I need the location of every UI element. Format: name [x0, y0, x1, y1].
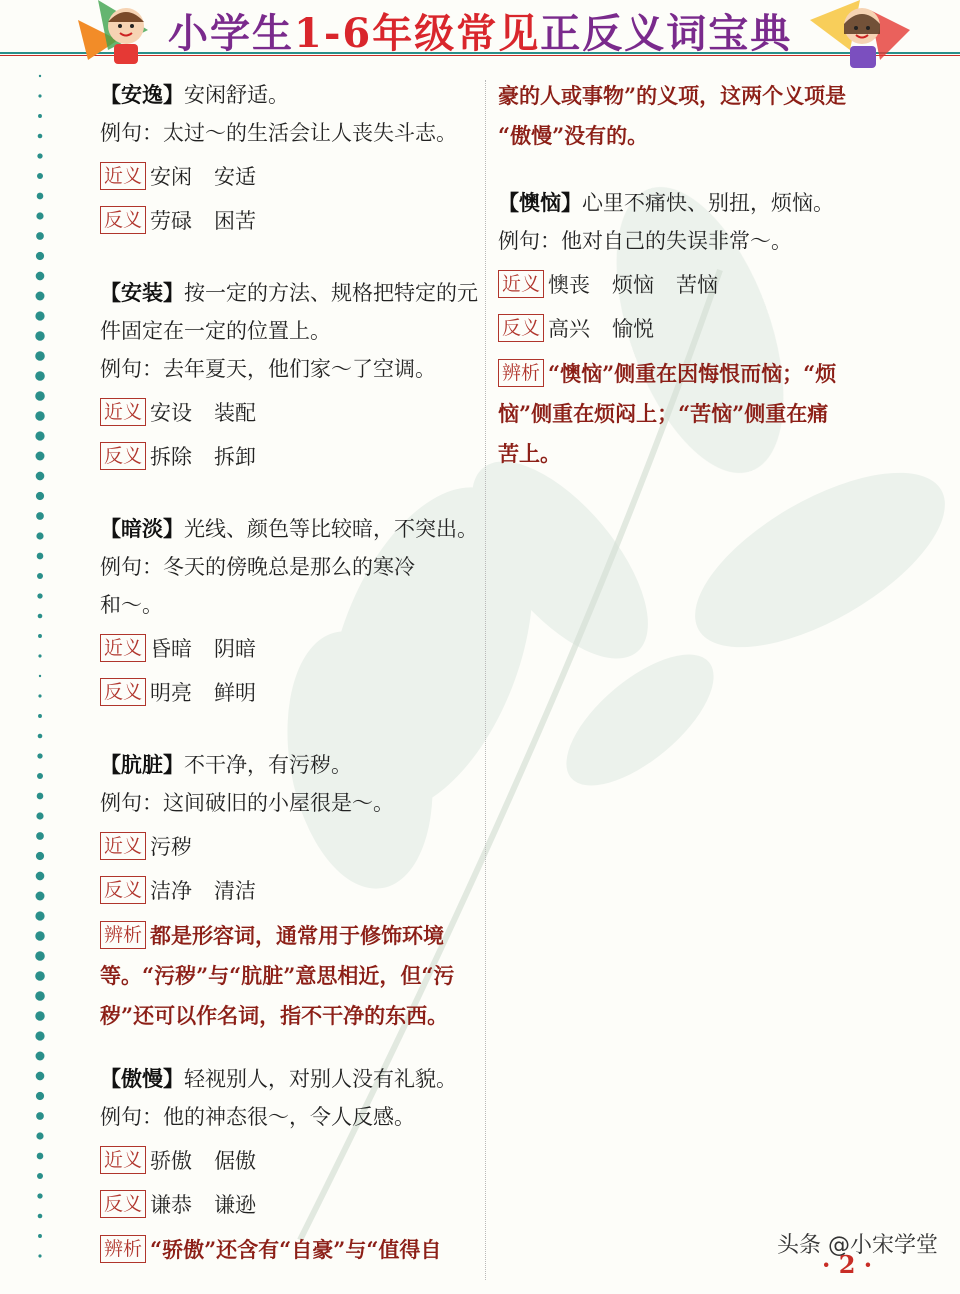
example-continued: 和～。: [100, 593, 163, 617]
opposite-label: 反义: [100, 1190, 146, 1218]
border-dot: [37, 173, 43, 179]
definition: 心里不痛快、别扭，烦恼。: [582, 191, 834, 215]
analysis-line: 等。“污秽”与“肮脏”意思相近，但“污: [100, 963, 455, 988]
definition: 光线、颜色等比较暗，不突出。: [184, 517, 478, 541]
page-title: [168, 2, 793, 57]
opposite-label: 反义: [100, 442, 146, 470]
border-dot: [35, 351, 45, 361]
opposite-word: 明亮: [150, 681, 193, 705]
example-sentence: 例句：他对自己的失误非常～。: [498, 229, 792, 253]
opposite-word: 高兴: [548, 317, 591, 341]
border-dot: [37, 1153, 44, 1160]
near-row: [100, 828, 480, 866]
headword: 【肮脏】: [100, 752, 184, 777]
border-dot: [35, 371, 45, 381]
left-dot-border: [30, 70, 50, 1280]
border-dot: [38, 134, 43, 139]
analysis-text: 都是形容词，通常用于修饰环境: [150, 923, 445, 948]
border-dot: [35, 971, 45, 981]
example-sentence: 例句：冬天的傍晚总是那么的寒冷: [100, 555, 415, 579]
border-dot: [36, 292, 45, 301]
opposite-row: [498, 310, 878, 348]
example-sentence: 例句：他的神态很～，令人反感。: [100, 1105, 415, 1129]
definition-continued: 件固定在一定的位置上。: [100, 319, 331, 343]
opposite-word: 愉悦: [612, 317, 655, 341]
border-dot: [38, 1254, 41, 1257]
analysis-label: 辨析: [498, 359, 544, 387]
title-part-2: 1-6: [294, 10, 373, 57]
opposite-word: 清洁: [214, 879, 257, 903]
border-dot: [35, 311, 44, 320]
near-word: 安闲: [150, 165, 193, 189]
near-word: 懊丧: [548, 273, 591, 297]
analysis-line: 恼”侧重在烦闷上；“苦恼”侧重在痛: [498, 401, 829, 426]
near-label: 近义: [100, 398, 146, 426]
entry-aoman: [100, 1060, 480, 1270]
border-dot: [35, 411, 44, 420]
border-dot: [38, 1214, 43, 1219]
headword: 【安装】: [100, 280, 184, 305]
border-dot: [37, 553, 44, 560]
entry-anzhuang: [100, 274, 480, 476]
near-row: [100, 1142, 480, 1180]
analysis-label: 辨析: [100, 921, 146, 949]
entry-andan: [100, 510, 480, 712]
headword: 【傲慢】: [100, 1066, 184, 1091]
opposite-word: 鲜明: [214, 681, 257, 705]
opposite-word: 谦逊: [214, 1193, 257, 1217]
title-part-1: 小学生: [168, 10, 294, 57]
entry-anyi: [100, 76, 480, 240]
analysis-continued: 豪的人或事物”的义项，这两个义项是: [498, 83, 847, 108]
border-dot: [38, 614, 43, 619]
border-dot: [36, 452, 45, 461]
border-dot: [35, 431, 44, 440]
near-word: 苦恼: [676, 273, 719, 297]
border-dot: [36, 872, 45, 881]
near-label: 近义: [100, 634, 146, 662]
border-dot: [36, 1052, 45, 1061]
border-dot: [38, 94, 41, 97]
border-dot: [36, 1112, 44, 1120]
boy-cartoon-icon: [78, 0, 164, 66]
border-dot: [38, 114, 42, 118]
border-dot: [39, 75, 41, 77]
border-dot: [36, 472, 45, 481]
near-row: [498, 266, 878, 304]
border-dot: [37, 1193, 42, 1198]
headword: 【暗淡】: [100, 516, 184, 541]
near-word: 装配: [214, 401, 257, 425]
border-dot: [39, 675, 41, 677]
border-dot: [36, 492, 44, 500]
near-row: [100, 630, 480, 668]
opposite-row: [100, 674, 480, 712]
near-word: 阴暗: [214, 637, 257, 661]
border-dot: [36, 812, 43, 819]
border-dot: [35, 991, 45, 1001]
border-dot: [36, 212, 43, 219]
headword: 【懊恼】: [498, 190, 582, 215]
border-dot: [35, 391, 45, 401]
border-dot: [35, 331, 44, 340]
opposite-row: [100, 202, 480, 240]
border-dot: [35, 931, 44, 940]
border-dot: [37, 793, 44, 800]
opposite-word: 拆卸: [214, 445, 257, 469]
near-word: 污秽: [150, 835, 193, 859]
near-label: 近义: [100, 162, 146, 190]
border-dot: [36, 532, 43, 539]
near-word: 安适: [214, 165, 257, 189]
title-part-5: 正反义词宝典: [540, 10, 793, 57]
border-dot: [37, 753, 42, 758]
entry-aonao: [498, 184, 878, 474]
analysis-line: 秽”还可以作名词，指不干净的东西。: [100, 1003, 449, 1028]
example-sentence: 例句：去年夏天，他们家～了空调。: [100, 357, 436, 381]
opposite-word: 拆除: [150, 445, 193, 469]
border-dot: [36, 272, 45, 281]
analysis-line: [498, 354, 878, 394]
opposite-word: 谦恭: [150, 1193, 193, 1217]
border-dot: [38, 654, 41, 657]
page-header: [0, 0, 960, 60]
opposite-word: 困苦: [214, 209, 257, 233]
border-dot: [37, 573, 43, 579]
opposite-label: 反义: [100, 206, 146, 234]
border-dot: [38, 694, 41, 697]
opposite-label: 反义: [100, 678, 146, 706]
opposite-row: [100, 1186, 480, 1224]
near-word: 倨傲: [214, 1149, 257, 1173]
border-dot: [36, 892, 45, 901]
example-sentence: 例句：太过～的生活会让人丧失斗志。: [100, 121, 457, 145]
analysis-line: [100, 916, 480, 956]
border-dot: [36, 832, 44, 840]
analysis-line: [100, 1230, 480, 1270]
border-dot: [36, 232, 44, 240]
title-part-4: 常见: [456, 10, 541, 57]
opposite-label: 反义: [498, 314, 544, 342]
border-dot: [38, 634, 42, 638]
near-label: 近义: [498, 270, 544, 298]
near-row: [100, 394, 480, 432]
border-dot: [38, 1234, 42, 1238]
border-dot: [36, 1092, 44, 1100]
column-divider: [485, 80, 486, 1280]
near-word: 安设: [150, 401, 193, 425]
near-label: 近义: [100, 832, 146, 860]
definition: 安闲舒适。: [184, 83, 289, 107]
source-credit: 头条 @小宋学堂: [777, 1233, 938, 1258]
border-dot: [36, 512, 44, 520]
title-part-3: 年级: [372, 10, 457, 57]
border-dot: [37, 593, 42, 598]
analysis-text: “骄傲”还含有“自豪”与“值得自: [150, 1237, 442, 1262]
border-dot: [37, 193, 44, 200]
right-column: [498, 76, 878, 498]
opposite-word: 洁净: [150, 879, 193, 903]
near-row: [100, 158, 480, 196]
opposite-label: 反义: [100, 876, 146, 904]
border-dot: [35, 911, 44, 920]
border-dot: [38, 714, 42, 718]
border-dot: [36, 252, 44, 260]
entry-angzang: [100, 746, 480, 1036]
near-word: 烦恼: [612, 273, 655, 297]
border-dot: [36, 852, 44, 860]
border-dot: [35, 1031, 44, 1040]
border-dot: [36, 1132, 43, 1139]
analysis-continued: “傲慢”没有的。: [498, 123, 649, 148]
border-dot: [35, 951, 45, 961]
border-dot: [35, 1011, 44, 1020]
opposite-word: 劳碌: [150, 209, 193, 233]
definition: 不干净，有污秽。: [184, 753, 352, 777]
border-dot: [37, 153, 42, 158]
near-word: 昏暗: [150, 637, 193, 661]
girl-cartoon-icon: [810, 0, 910, 70]
border-dot: [37, 1173, 43, 1179]
analysis-label: 辨析: [100, 1235, 146, 1263]
analysis-line: 苦上。: [498, 441, 561, 466]
opposite-row: [100, 438, 480, 476]
left-column: [100, 76, 480, 1294]
page-number: · 2 ·: [822, 1250, 873, 1279]
headword: 【安逸】: [100, 82, 184, 107]
analysis-text: “懊恼”侧重在因悔恨而恼；“烦: [548, 361, 837, 386]
opposite-row: [100, 872, 480, 910]
near-label: 近义: [100, 1146, 146, 1174]
border-dot: [36, 1072, 45, 1081]
near-word: 骄傲: [150, 1149, 193, 1173]
definition: 按一定的方法、规格把特定的元: [184, 281, 478, 305]
border-dot: [38, 734, 43, 739]
example-sentence: 例句：这间破旧的小屋很是～。: [100, 791, 394, 815]
border-dot: [37, 773, 43, 779]
definition: 轻视别人，对别人没有礼貌。: [184, 1067, 457, 1091]
